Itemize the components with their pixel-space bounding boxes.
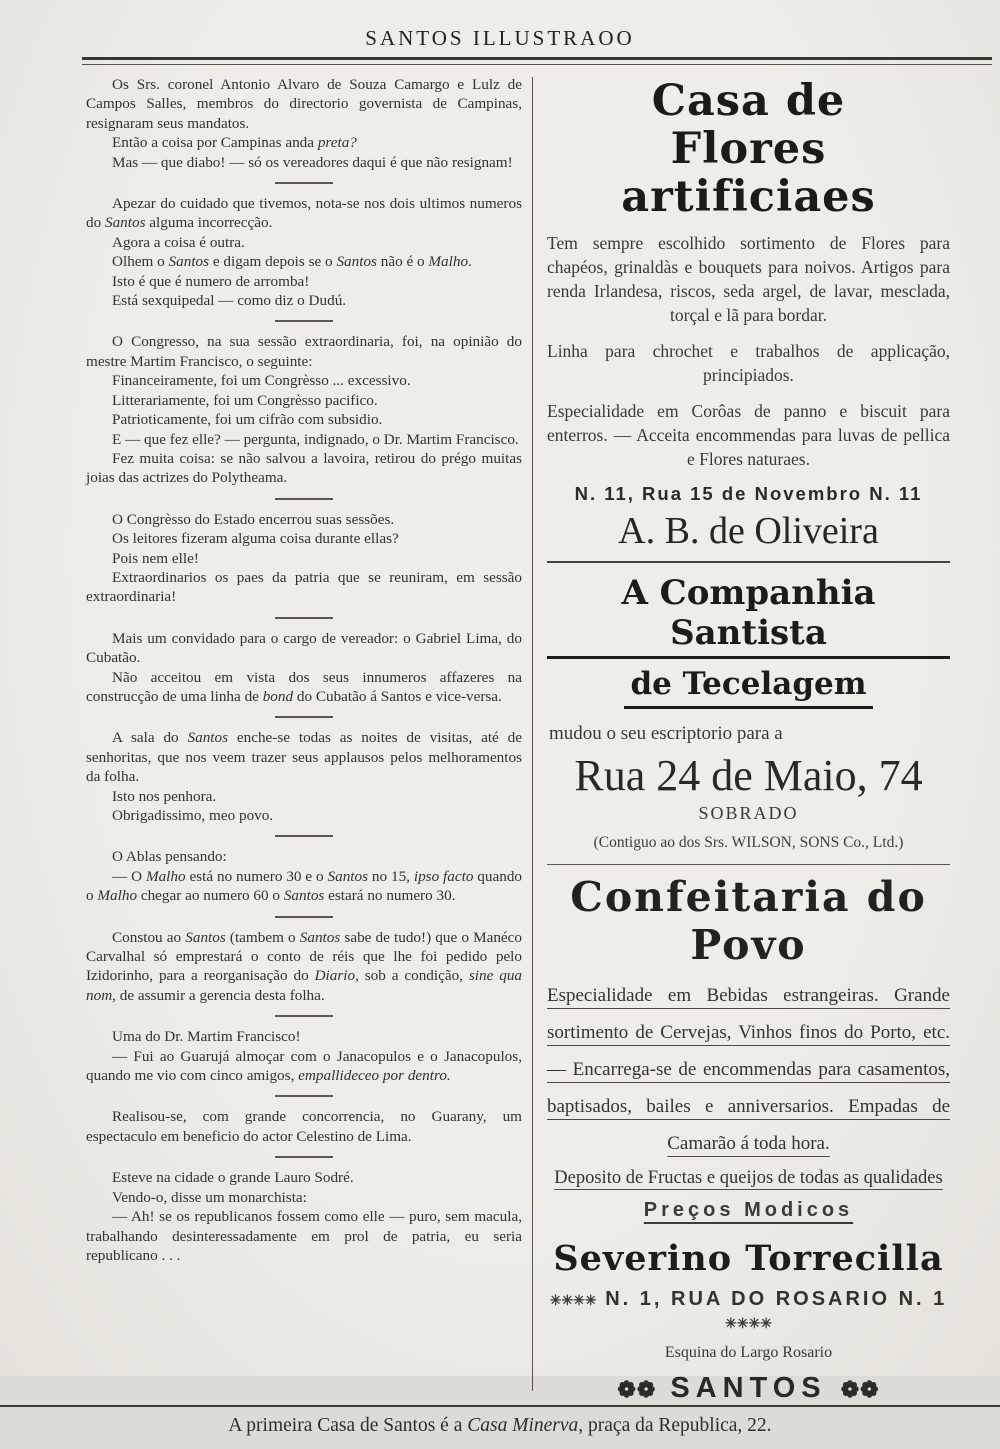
note-item	[86, 629, 522, 707]
note-item	[86, 847, 522, 905]
asterisk-ornament-icon: ✳✳✳✳	[549, 1292, 597, 1308]
ad-tecelagem-note: (Contiguo ao dos Srs. WILSON, SONS Co., Ltd.)	[593, 834, 904, 851]
ad-tecelagem-address-sub: SOBRADO	[698, 803, 799, 823]
ad-confeitaria-title: Confeitaria do Povo	[570, 873, 927, 969]
ad-torrecilla-title: Severino Torrecilla	[553, 1238, 944, 1279]
ad-confeitaria-body: Especialidade em Bebidas estrangeiras. Grande sortimento de Cervejas, Vinhos finos do Porto, etc. — Encarrega-se de encommendas para casamentos, baptisados, bailes e anniversarios. Empadas de Camarão á toda hora.	[547, 985, 950, 1154]
note-item	[86, 928, 522, 1006]
note-paragraph: Esteve na cidade o grande Lauro Sodré.	[112, 1169, 354, 1187]
note-item	[86, 510, 522, 607]
note-paragraph: Litterariamente, foi um Congrèsso pacifico.	[112, 391, 378, 409]
footer-note: A primeira Casa de Santos é a Casa Minerva, praça da Republica, 22.	[228, 1415, 772, 1436]
florette-ornament-icon: ❁❁	[840, 1377, 880, 1402]
note-paragraph: Realisou-se, com grande concorrencia, no Guarany, um espectaculo em beneficio do actor Celestino de Lima.	[86, 1108, 522, 1145]
ad-torrecilla-corner: Esquina do Largo Rosario	[664, 1344, 833, 1361]
note-paragraph: Obrigadissimo, meo povo.	[112, 807, 274, 824]
note-item	[86, 728, 522, 825]
note-divider	[275, 1095, 333, 1097]
note-paragraph: Pois nem elle!	[112, 549, 199, 567]
ad-tecelagem-address: Rua 24 de Maio, 74	[574, 751, 923, 800]
ad-severino-torrecilla	[547, 1238, 950, 1405]
note-paragraph: — O Malho está no numero 30 e o Santos no 15, ipso facto quando o Malho chegar ao numero 60 o Santos estará no numero 30.	[86, 867, 523, 905]
note-paragraph: E — que fez elle? — pergunta, indignado, o Dr. Martim Francisco.	[112, 430, 519, 448]
footer	[0, 1405, 1000, 1449]
note-paragraph: Financeiramente, foi um Congrèsso ... excessivo.	[112, 372, 411, 390]
left-column-notes	[86, 75, 522, 1265]
ad-tecelagem-moved-line: mudou o seu escriptorio para a	[549, 723, 783, 744]
ad-companhia-santista	[547, 573, 950, 852]
note-divider	[275, 716, 333, 718]
header-rule	[82, 57, 992, 65]
columns	[0, 65, 1000, 1405]
note-paragraph: Uma do Dr. Martim Francisco!	[112, 1028, 301, 1046]
note-item	[86, 332, 522, 487]
note-paragraph: Está sexquipedal — como diz o Dudú.	[112, 292, 347, 310]
ad-flores-title	[547, 77, 950, 221]
ad-tecelagem-title-line2: de Tecelagem	[624, 665, 872, 709]
note-item	[86, 1168, 522, 1265]
note-item	[86, 75, 522, 172]
note-paragraph: — Fui ao Guarujá almoçar com o Janacopulos e o Janacopulos, quando me vio com cinco amigos, empallideceo por dentro.	[86, 1047, 522, 1085]
note-item	[86, 1107, 522, 1146]
note-paragraph: Olhem o Santos e digam depois se o Santos não é o Malho.	[112, 253, 472, 271]
ad-casa-de-flores	[547, 77, 950, 553]
florette-ornament-icon: ❁❁	[617, 1377, 657, 1402]
ad-confeitaria-deposito: Deposito de Fructas e queijos de todas as qualidades	[554, 1168, 943, 1188]
note-divider	[275, 1156, 333, 1158]
note-paragraph: O Congresso, na sua sessão extraordinaria, foi, na opinião do mestre Martim Francisco, o seguinte:	[86, 333, 522, 370]
ad-torrecilla-address-line	[547, 1288, 950, 1334]
note-divider	[275, 617, 333, 619]
note-paragraph: Não acceitou em vista dos seus innumeros affazeres na construcção de uma linha de bond do Cubatão á Santos e vice-versa.	[86, 668, 522, 705]
note-paragraph: Fez muita coisa: se não salvou a lavoira, retirou do prégo muitas joias das actrizes do Polytheama.	[86, 449, 522, 487]
note-paragraph: Isto é que é numero de arromba!	[112, 272, 310, 290]
note-paragraph: — Ah! se os republicanos fossem como elle — puro, sem macula, trabalhando desinteressadamente em prol de patria, eu seria republicano . . .	[86, 1208, 522, 1264]
note-divider	[275, 1015, 333, 1017]
note-paragraph: Extraordinarios os paes da patria que se reuniram, em sessão extraordinaria!	[86, 568, 522, 606]
note-paragraph: Isto nos penhora.	[112, 787, 217, 805]
note-paragraph: Patrioticamente, foi um cifrão com subsidio.	[112, 411, 383, 429]
note-paragraph: Apezar do cuidado que tivemos, nota-se nos dois ultimos numeros do Santos alguma incorrecção.	[86, 195, 522, 232]
note-paragraph: Mas — que diabo! — só os vereadores daqui é que não resignam!	[112, 153, 513, 171]
note-divider	[275, 835, 333, 837]
asterisk-ornament-icon: ✳✳✳✳	[725, 1315, 772, 1331]
header	[0, 0, 1000, 65]
ad-tecelagem-title-line1: A Companhia Santista	[547, 573, 950, 659]
left-column	[86, 75, 522, 1405]
note-item	[86, 1027, 522, 1085]
note-paragraph: Agora a coisa é outra.	[112, 233, 245, 251]
ad-flores-paragraph: Linha para chrochet e trabalhos de applicação, principiados.	[547, 341, 950, 385]
note-paragraph: O Ablas pensando:	[112, 848, 227, 866]
note-divider	[275, 182, 333, 184]
santos-city-mark	[547, 1372, 950, 1405]
ad-torrecilla-address: N. 1, RUA DO ROSARIO N. 1	[605, 1288, 948, 1310]
ad-flores-title-line2: Flores artificiaes	[621, 124, 876, 222]
ad-tecelagem-title	[547, 573, 950, 709]
note-paragraph: O Congrèsso do Estado encerrou suas sessões.	[112, 510, 395, 528]
note-paragraph: Vendo-o, disse um monarchista:	[112, 1188, 307, 1206]
note-paragraph: Então a coisa por Campinas anda preta?	[112, 134, 357, 152]
ad-confeitaria-do-povo	[547, 873, 950, 1222]
note-paragraph: Os Srs. coronel Antonio Alvaro de Souza Camargo e Lulz de Campos Salles, membros do directorio governista de Campinas, resignaram seus mandatos.	[86, 76, 522, 132]
ad-confeitaria-prices: Preços Modicos	[643, 1199, 854, 1221]
ad-flores-proprietor: A. B. de Oliveira	[618, 510, 879, 552]
section-rule	[547, 561, 950, 563]
ad-flores-paragraph: Especialidade em Corôas de panno e biscuit para enterros. — Acceita encommendas para luvas de pellica e Flores naturaes.	[547, 401, 950, 469]
note-divider	[275, 320, 333, 322]
note-item	[86, 194, 522, 310]
ad-flores-paragraph: Tem sempre escolhido sortimento de Flores para chapéos, grinaldàs e bouquets para noivos. Artigos para renda Irlandesa, riscos, seda argel, de lavar, mesclada, torçal e lã para bordar.	[547, 233, 950, 325]
ad-flores-title-line1: Casa de	[651, 76, 846, 126]
ad-flores-address: N. 11, Rua 15 de Novembro N. 11	[574, 483, 923, 504]
right-column	[533, 75, 950, 1405]
section-rule	[547, 864, 950, 865]
note-paragraph: Os leitores fizeram alguma coisa durante ellas?	[112, 530, 399, 548]
note-divider	[275, 916, 333, 918]
footer-rule	[0, 1405, 1000, 1407]
note-divider	[275, 498, 333, 500]
note-paragraph: Constou ao Santos (tambem o Santos sabe de tudo!) que o Manéco Carvalhal só emprestará o conto de réis que lhe foi pedido pelo Izidorinho, para a reorganisação do Diario, sob a condição, sine qua nom, de assumir a gerencia desta folha.	[86, 928, 523, 1004]
page-title: SANTOS ILLUSTRAOO	[365, 26, 635, 50]
santos-city-label: SANTOS	[670, 1372, 827, 1404]
note-paragraph: Mais um convidado para o cargo de vereador: o Gabriel Lima, do Cubatão.	[86, 629, 522, 667]
note-paragraph: A sala do Santos enche-se todas as noites de visitas, até de senhoritas, que nos veem trazer seus applausos pelos melhoramentos da folha.	[86, 729, 522, 786]
